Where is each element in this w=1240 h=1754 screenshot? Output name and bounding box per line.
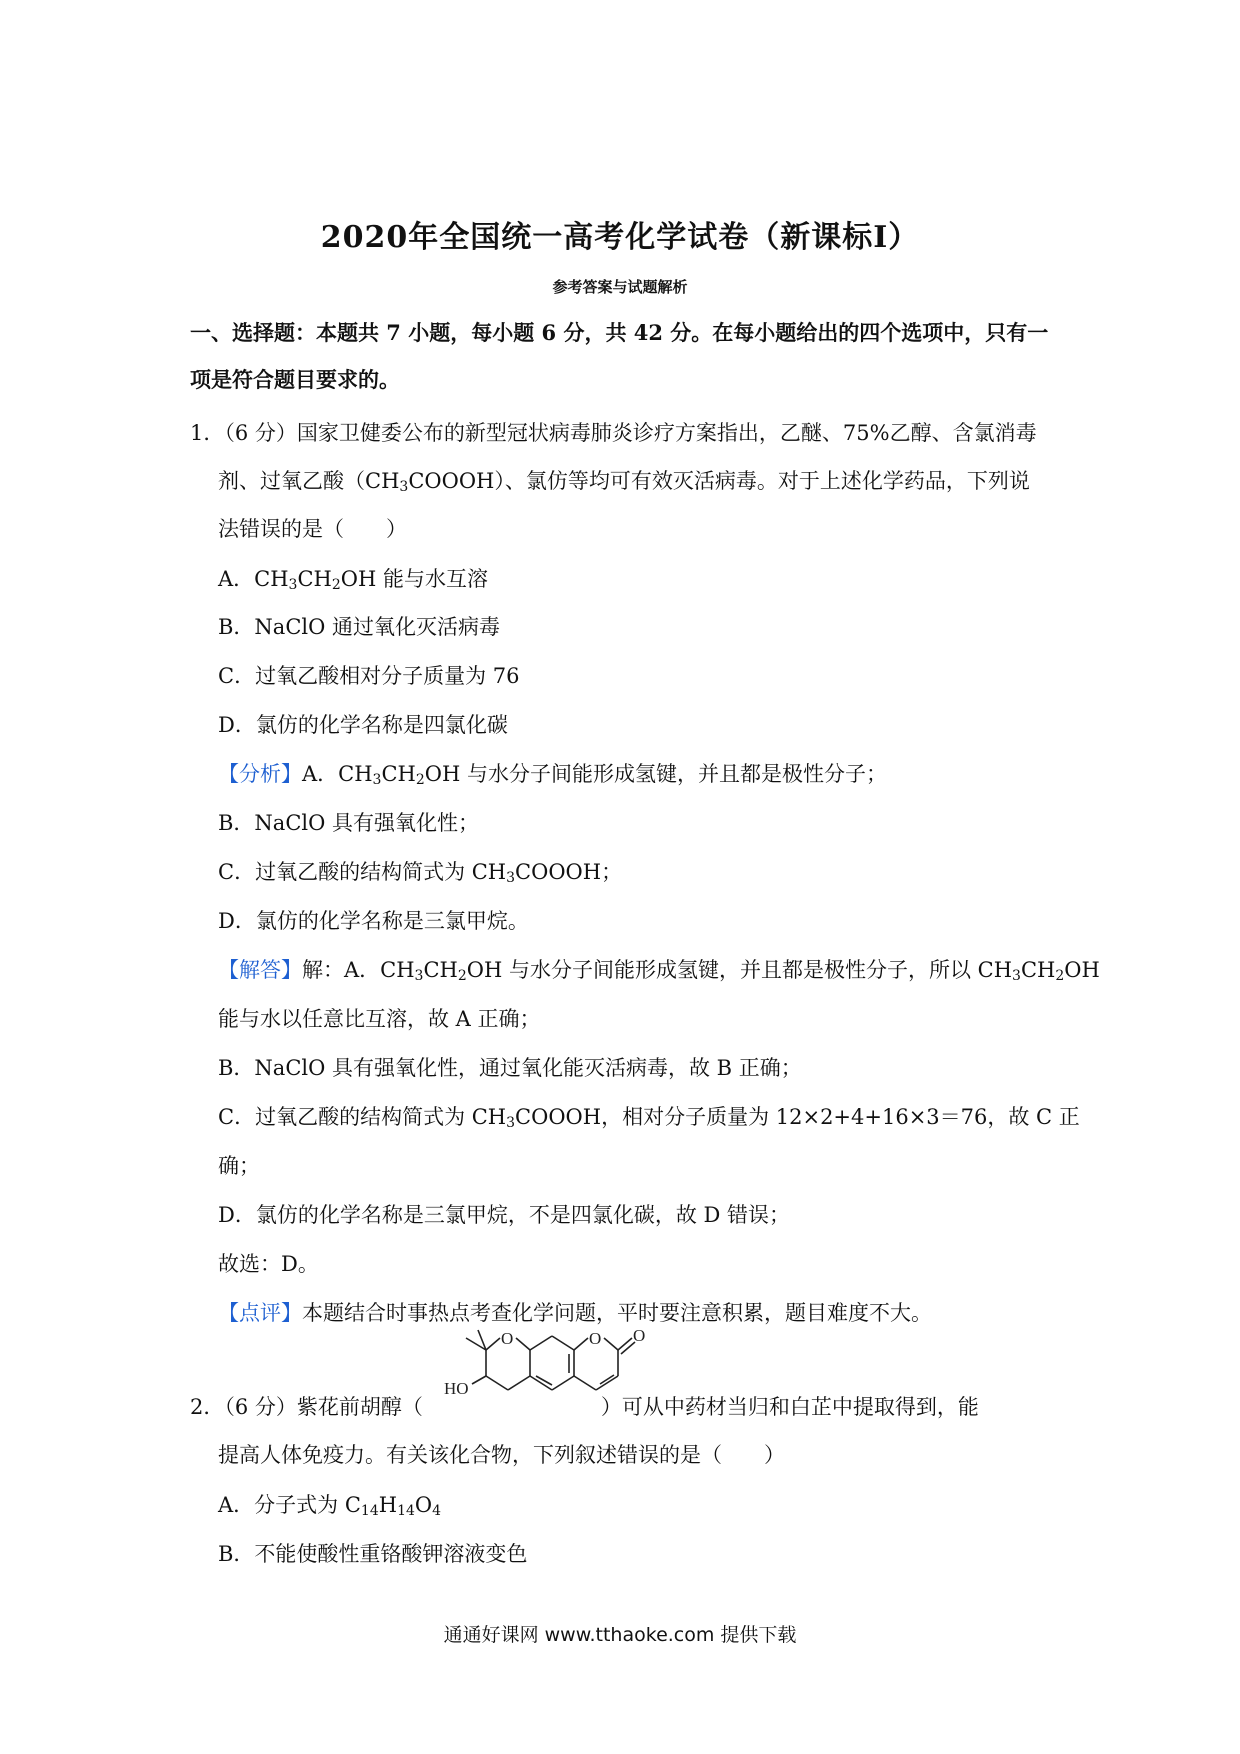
page-title: 2020年全国统一高考化学试卷（新课标Ⅰ） [320,220,920,255]
answer-label: 【解答】 [218,958,302,982]
q1-analysis-c: C．过氧乙酸的结构简式为 $CH_3COOOH$； [218,860,623,886]
comment-label: 【点评】 [218,1301,302,1325]
q1-stem-line-1: 1．（6 分）国家卫健委公布的新型冠状病毒肺炎诊疗方案指出，乙醚、75%乙醇、含氯消毒 [190,421,1037,445]
q1-option-b: B．NaClO 通过氧化灭活病毒 [218,615,501,639]
q1-stem-line-2: 剂、过氧乙酸$(CH_3COOOH)$、氯仿等均可有效灭活病毒。对于上述化学药品，下列说 [218,469,1030,495]
svg-text:O: O [501,1329,514,1348]
q1-option-c: C．过氧乙酸相对分子质量为 76 [218,664,520,688]
svg-text:O: O [633,1326,646,1345]
section-heading-line-1: 一、选择题：本题共 7 小题，每小题 6 分，共 42 分。在每小题给出的四个选项中，只有一 [190,320,1049,345]
q1-answer-a: 【解答】解：A．$CH_3CH_2OH$ 与水分子间能形成氢键，并且都是极性分子，所以 $CH_3CH_2OH$ [218,958,1100,984]
page-subtitle: 参考答案与试题解析 [552,278,688,296]
q1-stem-line-3: 法错误的是（ ） [218,517,407,541]
q2-option-a: A．分子式为 $C_{14}H_{14}O_4$ [218,1493,442,1519]
q1-analysis-b: B．NaClO 具有强氧化性； [218,811,480,835]
svg-text:HO: HO [444,1379,469,1398]
q2-stem-line-2: 提高人体免疫力。有关该化合物，下列叙述错误的是（ ） [218,1443,785,1467]
q2-stem-line-1: 2．（6 分）紫花前胡醇（ ）可从中药材当归和白芷中提取得到，能 [190,1395,979,1419]
q1-analysis-a: 【分析】A．$CH_3CH_2OH$ 与水分子间能形成氢键，并且都是极性分子； [218,762,887,788]
q1-answer-c-cont: 确； [218,1154,260,1178]
q2-option-b: B．不能使酸性重铬酸钾溶液变色 [218,1542,528,1566]
q1-comment: 【点评】本题结合时事热点考查化学问题，平时要注意积累，题目难度不大。 [218,1301,932,1325]
svg-text:O: O [589,1329,602,1348]
section-heading-line-2: 项是符合题目要求的。 [190,367,400,392]
q1-option-d: D．氯仿的化学名称是四氯化碳 [218,713,508,737]
q1-answer-final: 故选：D。 [218,1252,319,1276]
q1-answer-c: C．过氧乙酸的结构简式为 $CH_3COOOH$，相对分子质量为 12×2+4+16×3＝76，故 C 正 [218,1105,1080,1131]
q1-option-a: A．$CH_3CH_2OH$ 能与水互溶 [218,567,488,593]
q1-answer-a-cont: 能与水以任意比互溶，故 A 正确； [218,1007,541,1031]
analysis-label: 【分析】 [218,762,302,786]
q1-answer-b: B．NaClO 具有强氧化性，通过氧化能灭活病毒，故 B 正确； [218,1056,802,1080]
q1-analysis-d: D．氯仿的化学名称是三氯甲烷。 [218,909,529,933]
footer-watermark: 通通好课网 www.tthaoke.com 提供下载 [443,1624,797,1646]
q1-answer-d: D．氯仿的化学名称是三氯甲烷，不是四氯化碳，故 D 错误； [218,1203,791,1227]
